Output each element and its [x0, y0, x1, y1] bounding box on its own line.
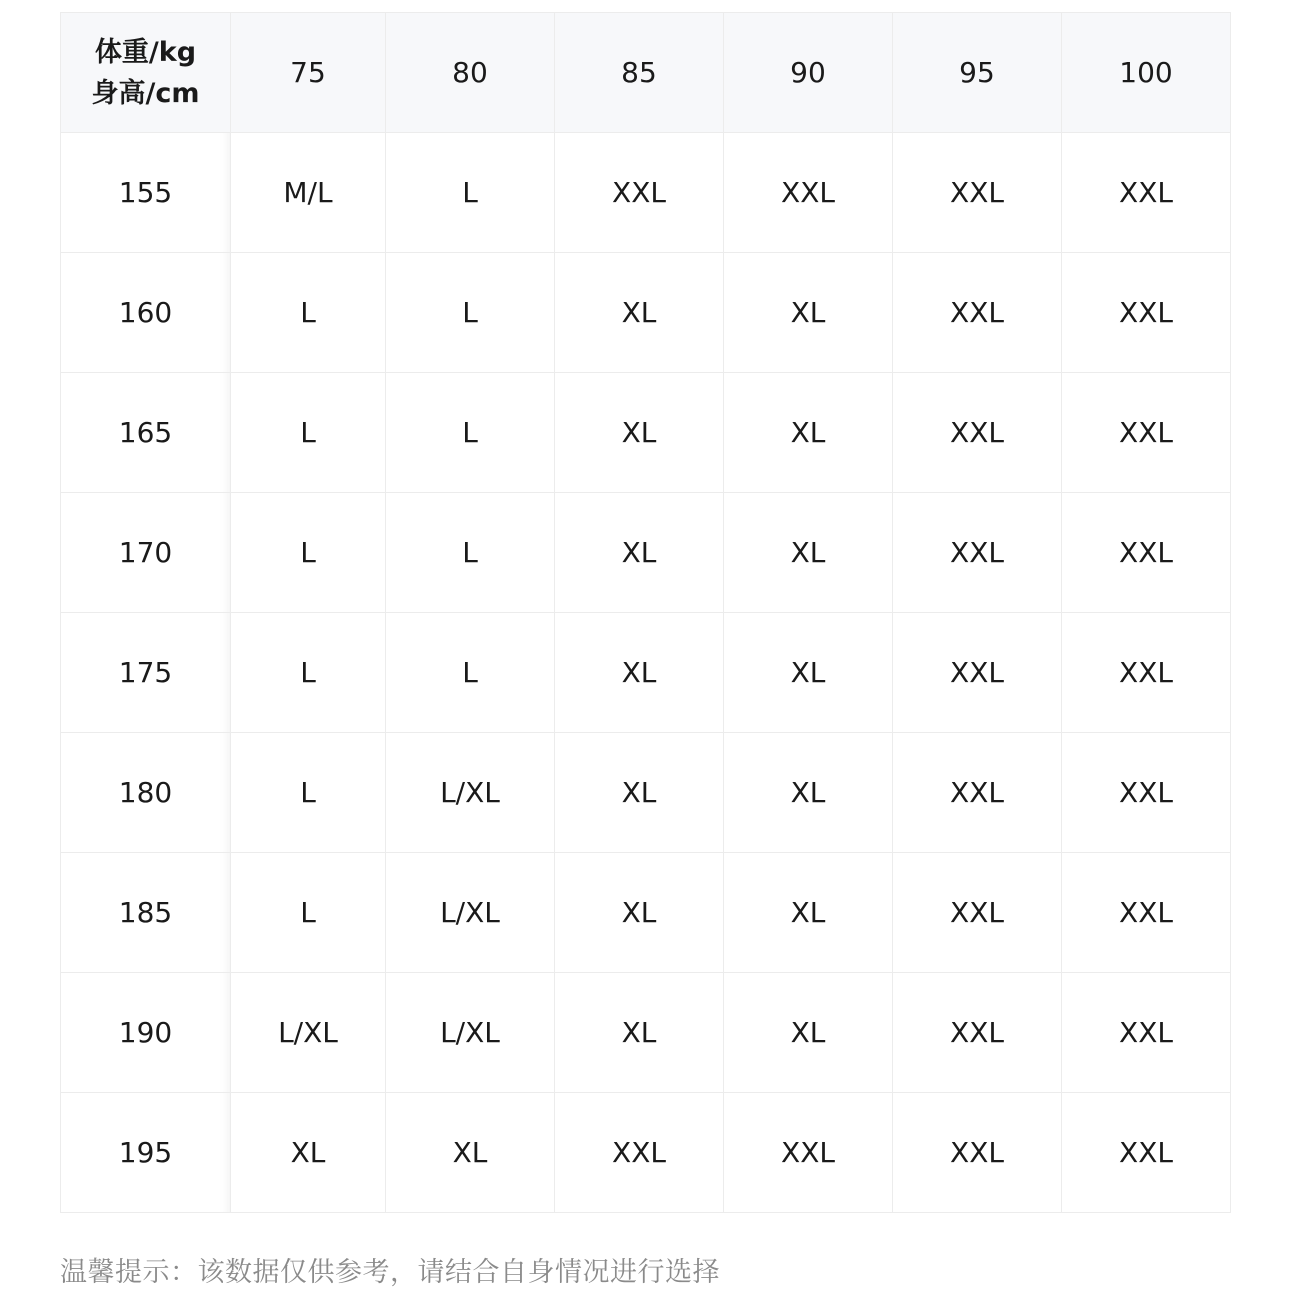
size-cell: XL — [724, 853, 893, 973]
size-cell: XXL — [555, 1093, 724, 1213]
weight-header: 80 — [386, 13, 555, 133]
size-cell: XXL — [893, 853, 1062, 973]
size-cell: XXL — [1062, 973, 1231, 1093]
height-axis-label: 身高/cm — [91, 77, 200, 109]
size-cell: XXL — [1062, 1093, 1231, 1213]
size-cell: XL — [555, 613, 724, 733]
size-cell: M/L — [231, 133, 386, 253]
size-cell: L — [386, 493, 555, 613]
size-cell: XXL — [1062, 253, 1231, 373]
size-cell: XXL — [1062, 733, 1231, 853]
height-cell: 175 — [61, 613, 231, 733]
table-row — [61, 253, 1231, 373]
size-cell: XXL — [893, 493, 1062, 613]
header-row — [61, 13, 1231, 133]
size-cell: XXL — [893, 373, 1062, 493]
table-header — [61, 13, 1231, 133]
size-cell: L — [386, 133, 555, 253]
size-cell: XXL — [1062, 613, 1231, 733]
weight-header: 100 — [1062, 13, 1231, 133]
table-row — [61, 853, 1231, 973]
size-cell: XL — [724, 973, 893, 1093]
size-cell: L — [231, 253, 386, 373]
table-row — [61, 373, 1231, 493]
table-row — [61, 493, 1231, 613]
table-row — [61, 973, 1231, 1093]
size-cell: XL — [231, 1093, 386, 1213]
weight-header: 85 — [555, 13, 724, 133]
table-row — [61, 1093, 1231, 1213]
size-cell: XL — [724, 613, 893, 733]
size-cell: XXL — [893, 733, 1062, 853]
size-cell: L — [386, 253, 555, 373]
height-cell: 165 — [61, 373, 231, 493]
weight-header: 90 — [724, 13, 893, 133]
size-cell: L/XL — [386, 973, 555, 1093]
height-cell: 180 — [61, 733, 231, 853]
size-cell: XXL — [724, 133, 893, 253]
table-row — [61, 613, 1231, 733]
height-cell: 190 — [61, 973, 231, 1093]
size-cell: L — [231, 733, 386, 853]
size-cell: XL — [724, 493, 893, 613]
size-cell: L — [386, 613, 555, 733]
size-cell: XL — [555, 493, 724, 613]
size-cell: XXL — [555, 133, 724, 253]
tip-text: 温馨提示：该数据仅供参考，请结合自身情况进行选择 — [60, 1257, 720, 1288]
size-cell: XXL — [1062, 373, 1231, 493]
size-cell: L — [231, 493, 386, 613]
size-cell: XXL — [893, 1093, 1062, 1213]
table-row — [61, 133, 1231, 253]
size-cell: L — [231, 853, 386, 973]
size-cell: L — [386, 373, 555, 493]
table-body — [61, 133, 1231, 1213]
size-cell: XXL — [1062, 133, 1231, 253]
size-chart-table — [60, 12, 1231, 1213]
weight-header: 75 — [231, 13, 386, 133]
size-cell: L/XL — [386, 733, 555, 853]
weight-header: 95 — [893, 13, 1062, 133]
size-cell: XL — [386, 1093, 555, 1213]
size-cell: XXL — [893, 613, 1062, 733]
size-cell: XXL — [1062, 853, 1231, 973]
height-cell: 155 — [61, 133, 231, 253]
size-cell: L — [231, 613, 386, 733]
size-cell: XL — [555, 253, 724, 373]
size-cell: XXL — [724, 1093, 893, 1213]
size-cell: L/XL — [231, 973, 386, 1093]
size-cell: L/XL — [386, 853, 555, 973]
height-cell: 170 — [61, 493, 231, 613]
size-cell: XXL — [893, 973, 1062, 1093]
weight-axis-label: 体重/kg — [94, 36, 197, 68]
size-cell: XL — [724, 733, 893, 853]
size-cell: XL — [724, 373, 893, 493]
size-cell: XL — [555, 973, 724, 1093]
height-cell: 185 — [61, 853, 231, 973]
size-cell: XL — [724, 253, 893, 373]
size-cell: XXL — [893, 133, 1062, 253]
size-cell: L — [231, 373, 386, 493]
corner-cell — [61, 13, 231, 133]
table-row — [61, 733, 1231, 853]
size-cell: XL — [555, 853, 724, 973]
height-cell: 160 — [61, 253, 231, 373]
size-cell: XL — [555, 373, 724, 493]
height-cell: 195 — [61, 1093, 231, 1213]
size-cell: XL — [555, 733, 724, 853]
size-cell: XXL — [893, 253, 1062, 373]
size-cell: XXL — [1062, 493, 1231, 613]
